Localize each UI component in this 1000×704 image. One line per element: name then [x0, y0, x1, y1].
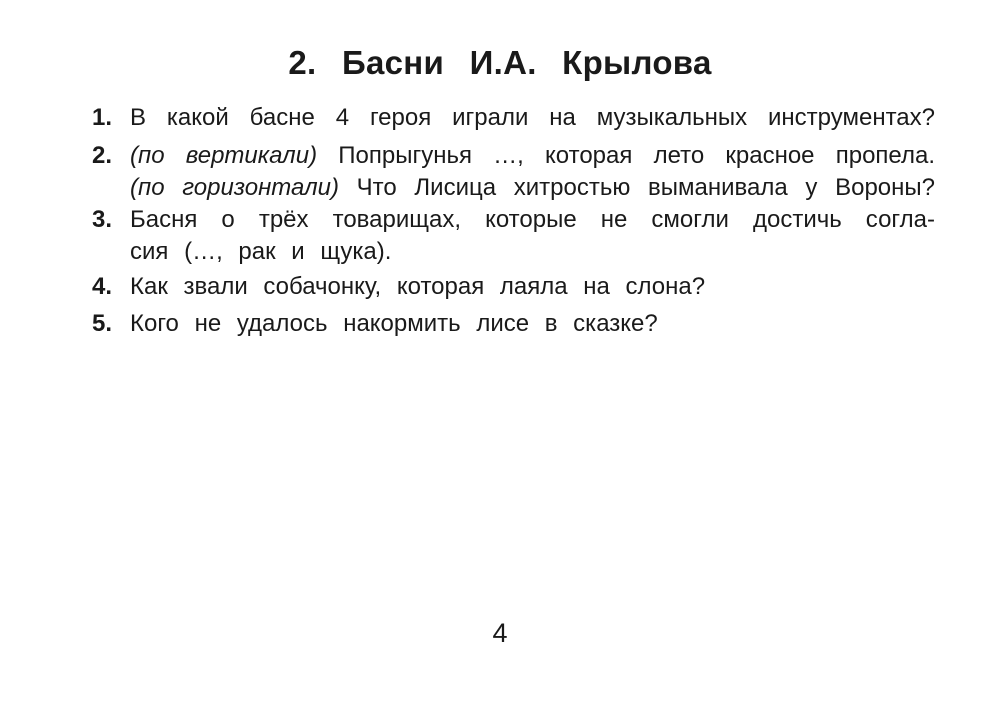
- direction-hint-horizontal: (по горизонтали): [130, 174, 339, 201]
- question-text: Басня о трёх товарищах, которые не смогли достичь согла-: [130, 206, 935, 233]
- question-text: Как звали собачонку, которая лаяла на слона?: [130, 273, 706, 300]
- question-number: 1.: [92, 104, 113, 131]
- page-number: 4: [492, 618, 508, 648]
- question-text: Что Лисица хитростью выманивала у Вороны?: [356, 174, 935, 201]
- question-number: 5.: [92, 310, 113, 337]
- question-item: [92, 102, 935, 134]
- question-line: [92, 140, 935, 172]
- question-item: [92, 204, 935, 268]
- question-text: Кого не удалось накормить лисе в сказке?: [130, 310, 658, 337]
- page-title: 2. Басни И.А. Крылова: [288, 44, 712, 81]
- question-item: [92, 140, 935, 204]
- question-item: [92, 271, 935, 303]
- question-text-continued: сия (…, рак и щука).: [130, 238, 392, 265]
- question-number: 4.: [92, 273, 113, 300]
- question-line: [92, 172, 935, 204]
- question-number: 3.: [92, 206, 113, 233]
- direction-hint-vertical: (по вертикали): [130, 142, 318, 169]
- question-number: 2.: [92, 142, 113, 169]
- question-text: В какой басне 4 героя играли на музыкальных инструментах?: [130, 104, 935, 131]
- question-item: [92, 308, 935, 340]
- question-text: Попрыгунья …, которая лето красное пропела.: [338, 142, 935, 169]
